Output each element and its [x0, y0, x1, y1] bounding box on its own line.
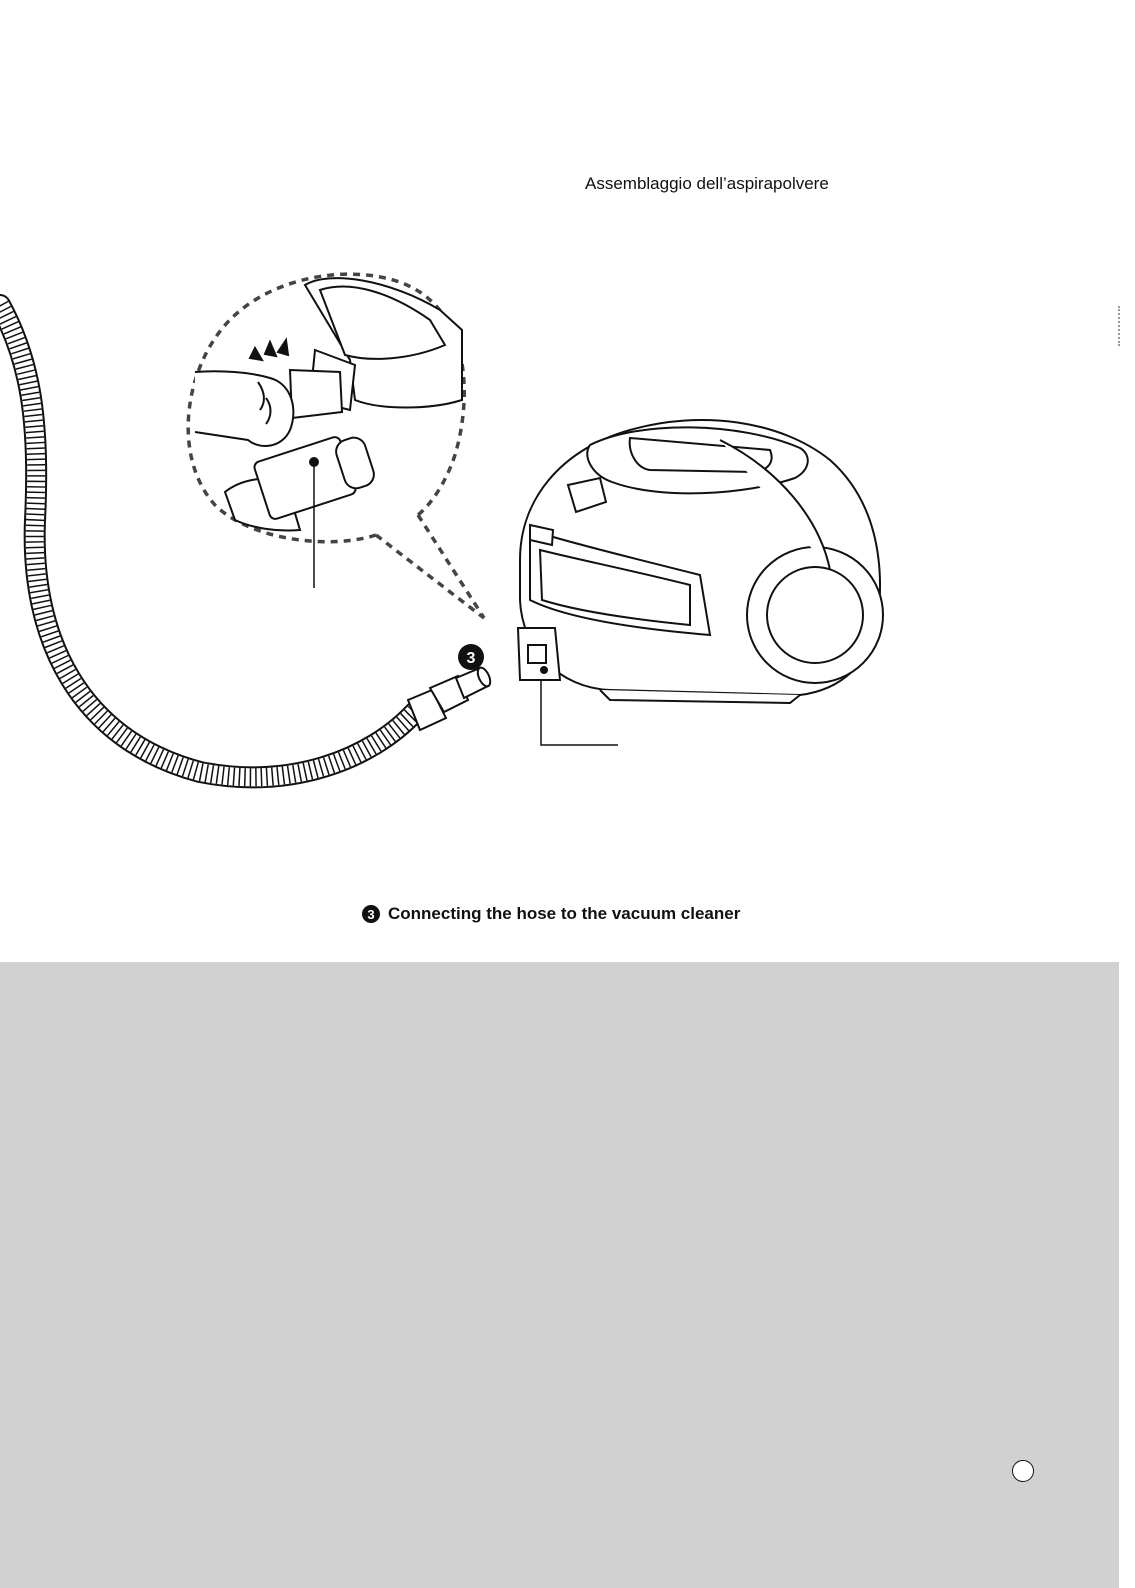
hose-connector-icon [408, 666, 493, 730]
page-edge-mark [1118, 306, 1124, 346]
figure-caption [362, 904, 740, 924]
caption-text: Connecting the hose to the vacuum cleaner [388, 904, 741, 923]
page-number-circle [1012, 1460, 1034, 1482]
footer-strip [0, 1562, 1119, 1588]
section-title: Assemblaggio dell’aspirapolvere [585, 174, 829, 193]
hose-connection-illustration [0, 260, 1135, 800]
svg-text:3: 3 [466, 650, 476, 667]
grey-panel [0, 962, 1119, 1562]
step-number-badge: 3 [362, 905, 380, 923]
vacuum-cleaner-icon [518, 420, 883, 703]
inset-connector-icon [225, 435, 377, 531]
step-3-badge [458, 644, 484, 670]
